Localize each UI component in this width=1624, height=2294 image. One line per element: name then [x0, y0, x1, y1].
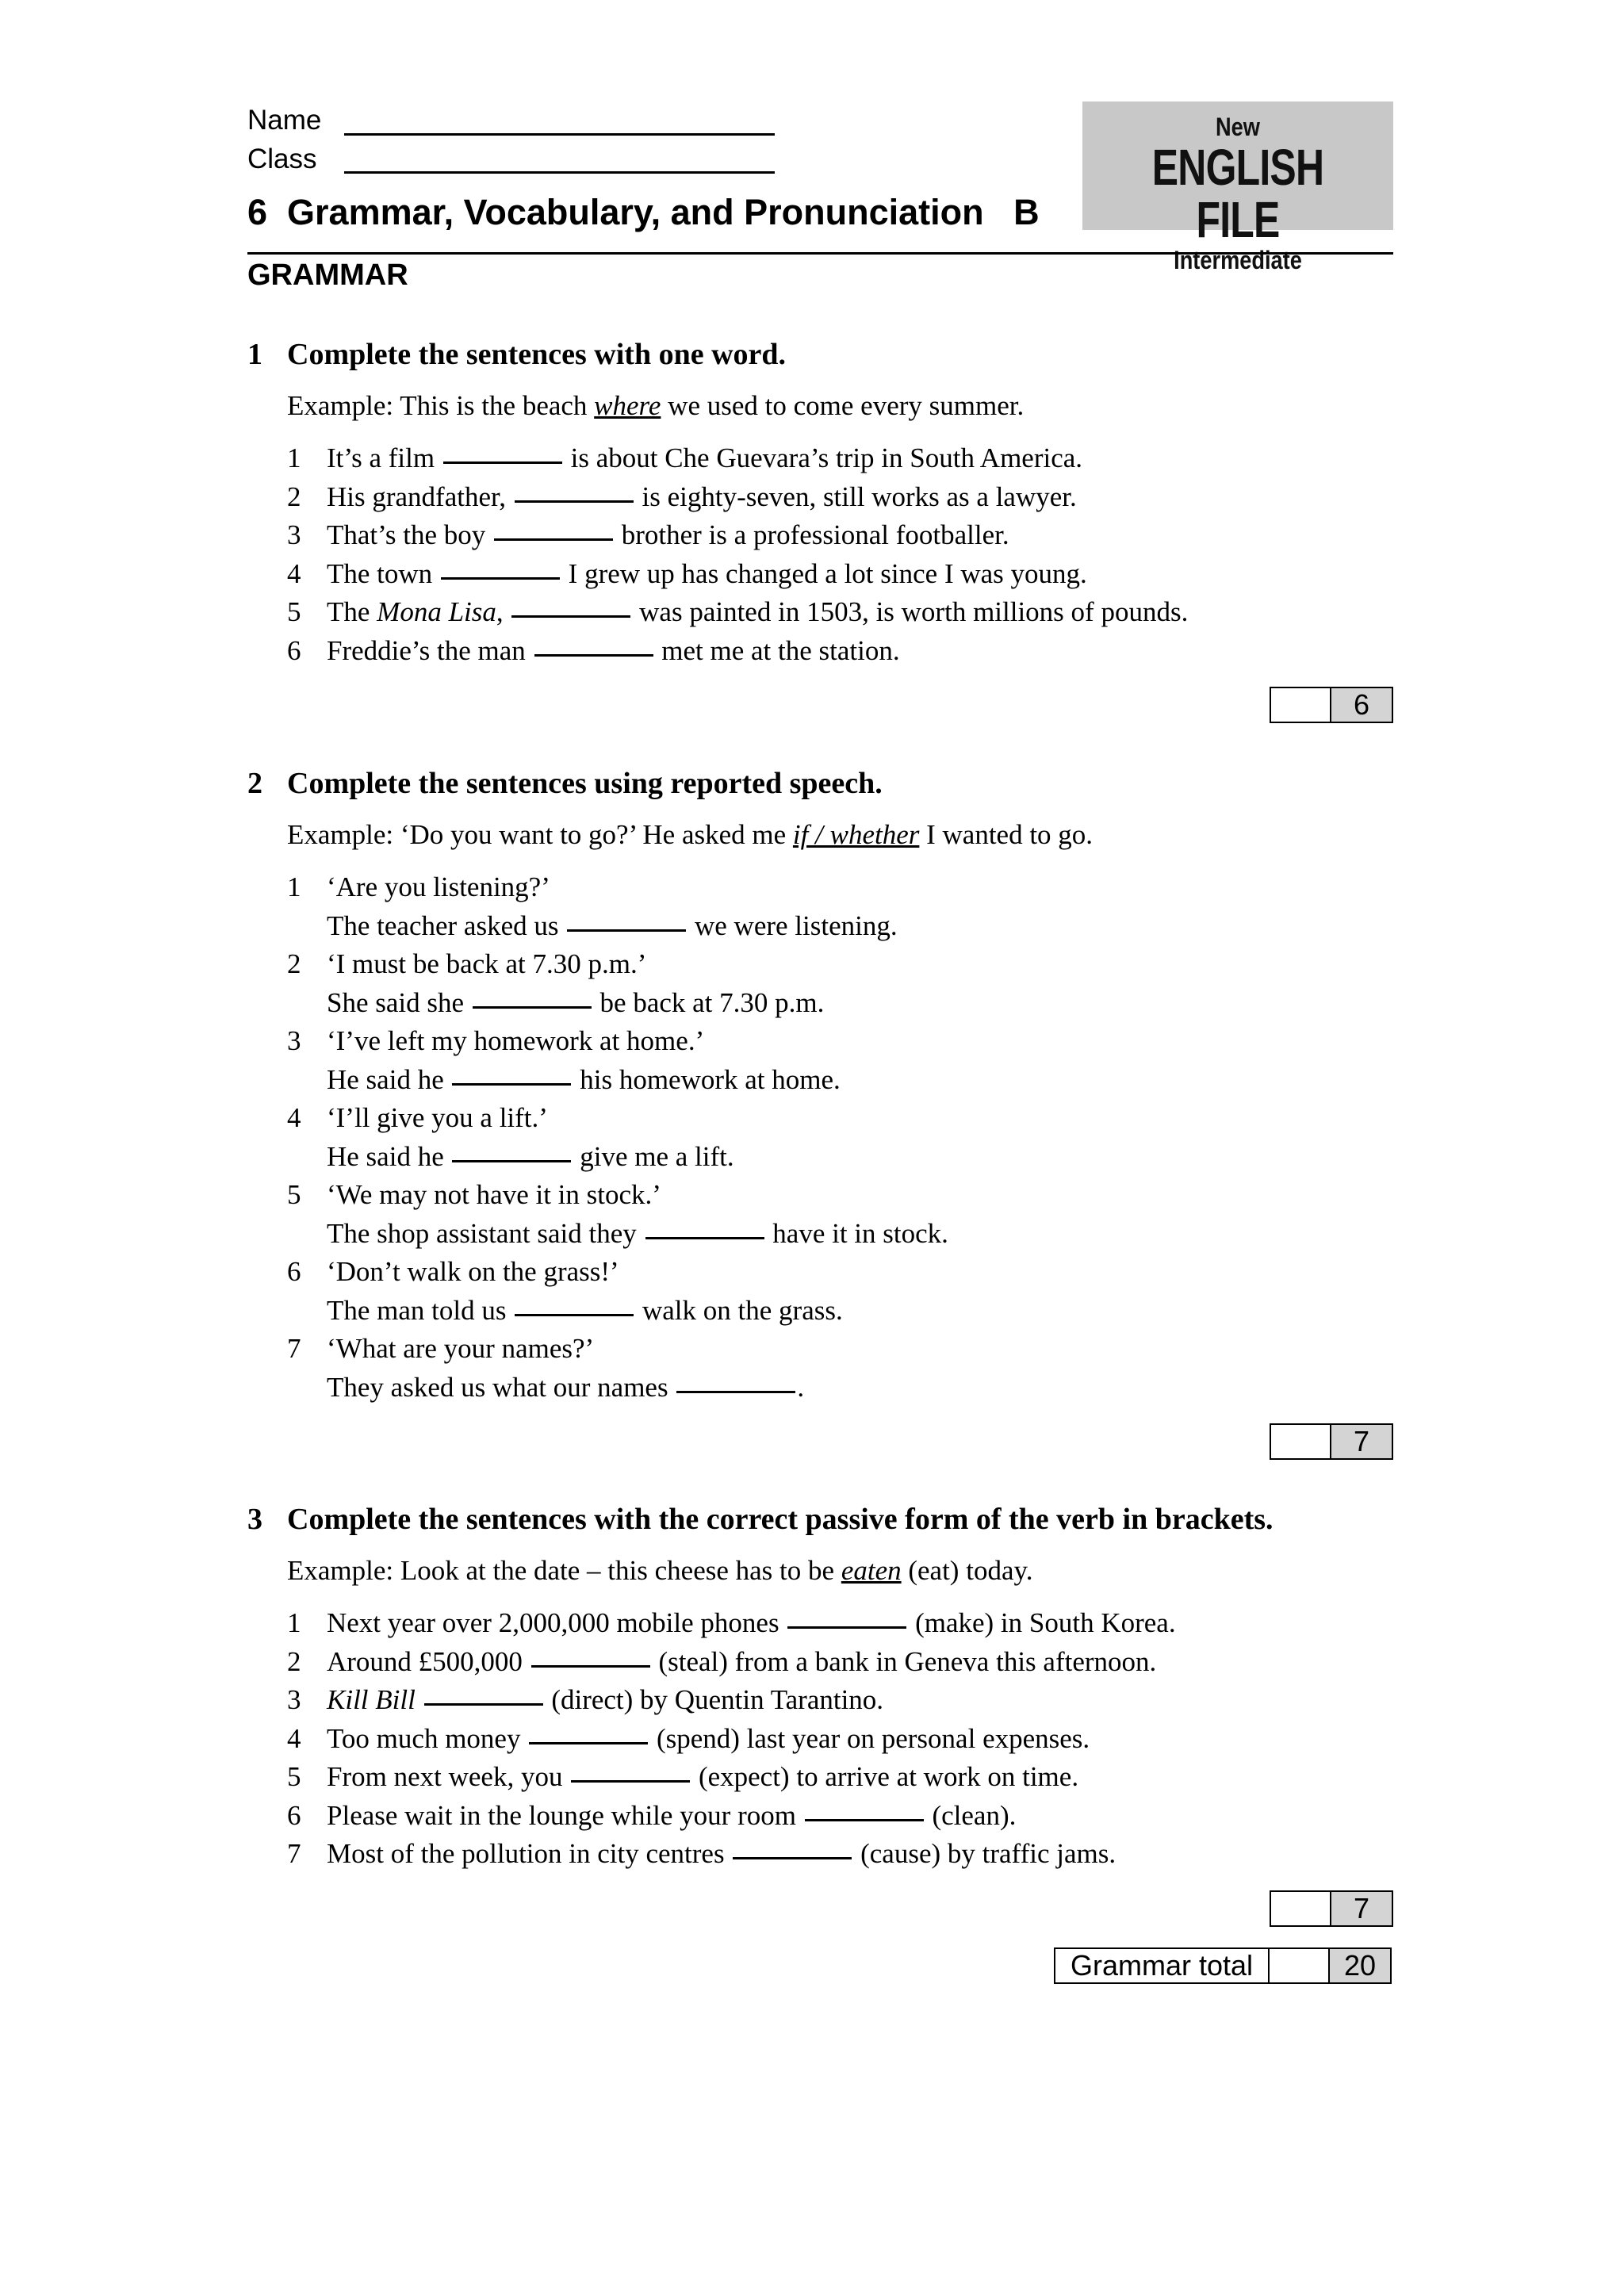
- exercise-instruction: Complete the sentences with the correct passive form of the verb in brackets.: [287, 1503, 1274, 1536]
- question-item: 1 Next year over 2,000,000 mobile phones (make) in South Korea.: [287, 1607, 1176, 1638]
- class-field[interactable]: [344, 171, 775, 174]
- italic-title: Mona Lisa: [377, 596, 496, 627]
- answer-blank[interactable]: [443, 461, 562, 464]
- answer-blank[interactable]: [473, 1006, 592, 1009]
- english-file-logo: [1082, 101, 1393, 274]
- question-item: 2 Around £500,000 (steal) from a bank in Geneva this afternoon.: [287, 1645, 1157, 1677]
- answer-blank[interactable]: [511, 615, 630, 618]
- logo-line-title: ENGLISH FILE: [1151, 139, 1324, 248]
- question-item: 3 That’s the boy brother is a professional footballer.: [287, 519, 1009, 550]
- answer-blank[interactable]: [531, 1665, 650, 1668]
- grammar-total-box: [1054, 1947, 1392, 1984]
- example-sentence: Example: Look at the date – this cheese has to be eaten (eat) today.: [287, 1555, 1033, 1586]
- exercise-3: [247, 1501, 1405, 1874]
- question-item: 6 Freddie’s the man met me at the station.: [287, 634, 900, 666]
- question-item: 5 ‘We may not have it in stock.’ The shop assistant said they have it in stock.: [287, 1179, 948, 1249]
- answer-blank[interactable]: [515, 1314, 634, 1316]
- exercise-2: [247, 765, 1405, 1407]
- page-title: 6 Grammar, Vocabulary, and Pronunciation B: [247, 192, 1040, 232]
- score-input[interactable]: [1270, 1890, 1331, 1927]
- score-max: 6: [1331, 687, 1393, 723]
- question-item: 3 ‘I’ve left my homework at home.’ He said he his homework at home.: [287, 1025, 841, 1095]
- score-box-1: [1270, 687, 1393, 723]
- logo-line-new: New: [1216, 113, 1260, 141]
- exercise-heading: [247, 765, 1405, 802]
- question-item: 6 Please wait in the lounge while your room (clean).: [287, 1799, 1017, 1831]
- answer-blank[interactable]: [676, 1391, 795, 1393]
- answer-blank[interactable]: [571, 1780, 690, 1783]
- total-max: 20: [1330, 1947, 1392, 1984]
- answer-blank[interactable]: [515, 500, 634, 503]
- grammar-total-label: Grammar total: [1054, 1947, 1268, 1984]
- question-item: 7 Most of the pollution in city centres (cause) by traffic jams.: [287, 1838, 1116, 1869]
- example-sentence: Example: ‘Do you want to go?’ He asked me if / whether I wanted to go.: [287, 819, 1094, 850]
- score-max: 7: [1331, 1890, 1393, 1927]
- exercise-heading: [247, 336, 1405, 373]
- total-score-input[interactable]: [1268, 1947, 1330, 1984]
- example-answer: if / whether: [792, 819, 920, 850]
- exercise-instruction: Complete the sentences with one word.: [287, 338, 787, 371]
- question-item: 4 The town I grew up has changed a lot since I was young.: [287, 557, 1087, 589]
- answer-blank[interactable]: [529, 1742, 648, 1744]
- score-input[interactable]: [1270, 687, 1331, 723]
- class-label: Class: [247, 144, 317, 174]
- name-field[interactable]: [344, 133, 775, 136]
- question-item: 4 ‘I’ll give you a lift.’ He said he give me a lift.: [287, 1102, 734, 1172]
- answer-blank[interactable]: [424, 1703, 543, 1706]
- header-divider: [247, 252, 1393, 255]
- example-answer: eaten: [841, 1555, 902, 1586]
- italic-title: Kill Bill: [327, 1684, 416, 1715]
- answer-blank[interactable]: [733, 1857, 852, 1859]
- exercise-number: 2: [247, 767, 262, 800]
- answer-blank[interactable]: [452, 1083, 571, 1086]
- question-item: 2 ‘I must be back at 7.30 p.m.’ She said she be back at 7.30 p.m.: [287, 948, 825, 1018]
- answer-blank[interactable]: [452, 1160, 571, 1162]
- section-title: GRAMMAR: [247, 259, 408, 292]
- question-item: 7 ‘What are your names?’ They asked us what our names .: [287, 1333, 805, 1403]
- answer-blank[interactable]: [787, 1626, 906, 1629]
- question-item: 5 From next week, you (expect) to arrive at work on time.: [287, 1761, 1079, 1792]
- exercise-1: [247, 336, 1405, 670]
- answer-blank[interactable]: [441, 577, 560, 580]
- question-item: 1 ‘Are you listening?’ The teacher asked us we were listening.: [287, 871, 898, 941]
- question-item: 2 His grandfather, is eighty-seven, still works as a lawyer.: [287, 481, 1077, 512]
- question-item: 1 It’s a film is about Che Guevara’s trip in South America.: [287, 442, 1083, 473]
- score-box-3: [1270, 1890, 1393, 1927]
- exercise-number: 3: [247, 1503, 262, 1536]
- score-input[interactable]: [1270, 1423, 1331, 1460]
- exercise-heading: [247, 1501, 1405, 1538]
- logo-line-level: Intermediate: [1174, 246, 1302, 274]
- answer-blank[interactable]: [494, 538, 613, 541]
- score-box-2: [1270, 1423, 1393, 1460]
- question-item: 6 ‘Don’t walk on the grass!’ The man told us walk on the grass.: [287, 1256, 843, 1326]
- example-answer: where: [594, 390, 661, 421]
- example-sentence: Example: This is the beach where we used to come every summer.: [287, 390, 1025, 421]
- answer-blank[interactable]: [645, 1237, 764, 1239]
- exercise-instruction: Complete the sentences using reported speech.: [287, 767, 883, 800]
- name-label: Name: [247, 105, 322, 136]
- answer-blank[interactable]: [805, 1819, 924, 1821]
- question-item: 3 Kill Bill (direct) by Quentin Tarantino.: [287, 1684, 884, 1715]
- answer-blank[interactable]: [534, 654, 653, 657]
- question-item: 5 The Mona Lisa, was painted in 1503, is worth millions of pounds.: [287, 596, 1189, 627]
- answer-blank[interactable]: [567, 929, 686, 932]
- score-max: 7: [1331, 1423, 1393, 1460]
- exercise-number: 1: [247, 338, 262, 371]
- question-item: 4 Too much money (spend) last year on personal expenses.: [287, 1722, 1090, 1754]
